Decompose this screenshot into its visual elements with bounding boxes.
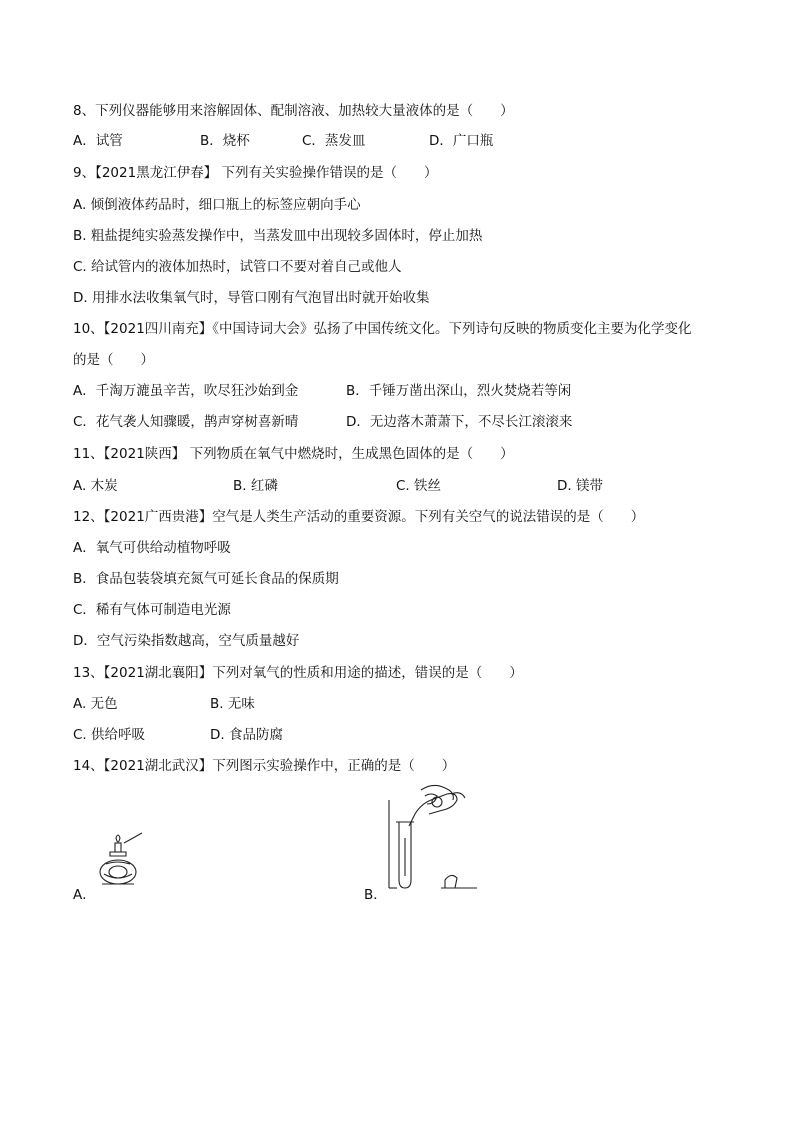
pouring-liquid-figure: [385, 780, 480, 895]
question-9-option-a: A. 倾倒液体药品时，细口瓶上的标签应朝向手心: [73, 197, 361, 213]
question-11-option-b: B. 红磷: [233, 478, 278, 494]
question-10-option-a: A．千淘万漉虽辛苦，吹尽狂沙始到金: [73, 383, 299, 399]
question-10-stem-line2: 的是（ ）: [73, 352, 154, 368]
question-10-option-c: C．花气袭人知骤暖，鹊声穿树喜新晴: [73, 414, 299, 430]
question-14-option-b: B．: [364, 887, 387, 903]
question-10-option-d: D．无边落木萧萧下，不尽长江滚滚来: [346, 414, 573, 430]
question-9-option-c: C. 给试管内的液体加热时，试管口不要对着自己或他人: [73, 259, 402, 275]
question-9-stem: 9、【2021黑龙江伊春】 下列有关实验操作错误的是（ ）: [73, 165, 438, 181]
question-8-option-c: C．蒸发皿: [302, 133, 366, 149]
question-12-option-b: B．食品包装袋填充氮气可延长食品的保质期: [73, 571, 339, 587]
question-12-stem: 12、【2021广西贵港】空气是人类生产活动的重要资源。下列有关空气的说法错误的是（ ）: [73, 509, 645, 525]
question-8-option-d: D．广口瓶: [429, 133, 494, 149]
question-11-option-d: D. 镁带: [557, 478, 603, 494]
question-12-option-a: A．氧气可供给动植物呼吸: [73, 540, 231, 556]
question-13-option-a: A. 无色: [73, 696, 118, 712]
question-11-option-a: A. 木炭: [73, 478, 118, 494]
question-13-option-b: B. 无味: [210, 696, 255, 712]
question-8-stem: 8、下列仪器能够用来溶解固体、配制溶液、加热较大量液体的是（ ）: [73, 103, 514, 119]
question-14-option-a: A．: [73, 887, 96, 903]
question-11-stem: 11、【2021陕西】 下列物质在氧气中燃烧时，生成黑色固体的是（ ）: [73, 446, 514, 462]
question-8-option-b: B．烧杯: [200, 133, 250, 149]
question-9-option-b: B. 粗盐提纯实验蒸发操作中，当蒸发皿中出现较多固体时，停止加热: [73, 228, 483, 244]
alcohol-lamp-figure: [96, 830, 156, 895]
question-12-option-c: C．稀有气体可制造电光源: [73, 602, 231, 618]
question-13-stem: 13、【2021湖北襄阳】下列对氧气的性质和用途的描述，错误的是（ ）: [73, 665, 523, 681]
question-10-option-b: B．千锤万凿出深山，烈火焚烧若等闲: [346, 383, 572, 399]
question-14-stem: 14、【2021湖北武汉】下列图示实验操作中，正确的是（ ）: [73, 758, 456, 774]
question-12-option-d: D．空气污染指数越高，空气质量越好: [73, 633, 300, 649]
question-11-option-c: C. 铁丝: [396, 478, 442, 494]
question-13-option-d: D. 食品防腐: [210, 727, 283, 743]
question-9-option-d: D. 用排水法收集氧气时，导管口刚有气泡冒出时就开始收集: [73, 290, 430, 306]
question-8-option-a: A．试管: [73, 133, 123, 149]
question-10-stem-line1: 10、【2021四川南充】《中国诗词大会》弘扬了中国传统文化。下列诗句反映的物质变化主要为化学变化: [73, 321, 692, 337]
question-13-option-c: C. 供给呼吸: [73, 727, 146, 743]
